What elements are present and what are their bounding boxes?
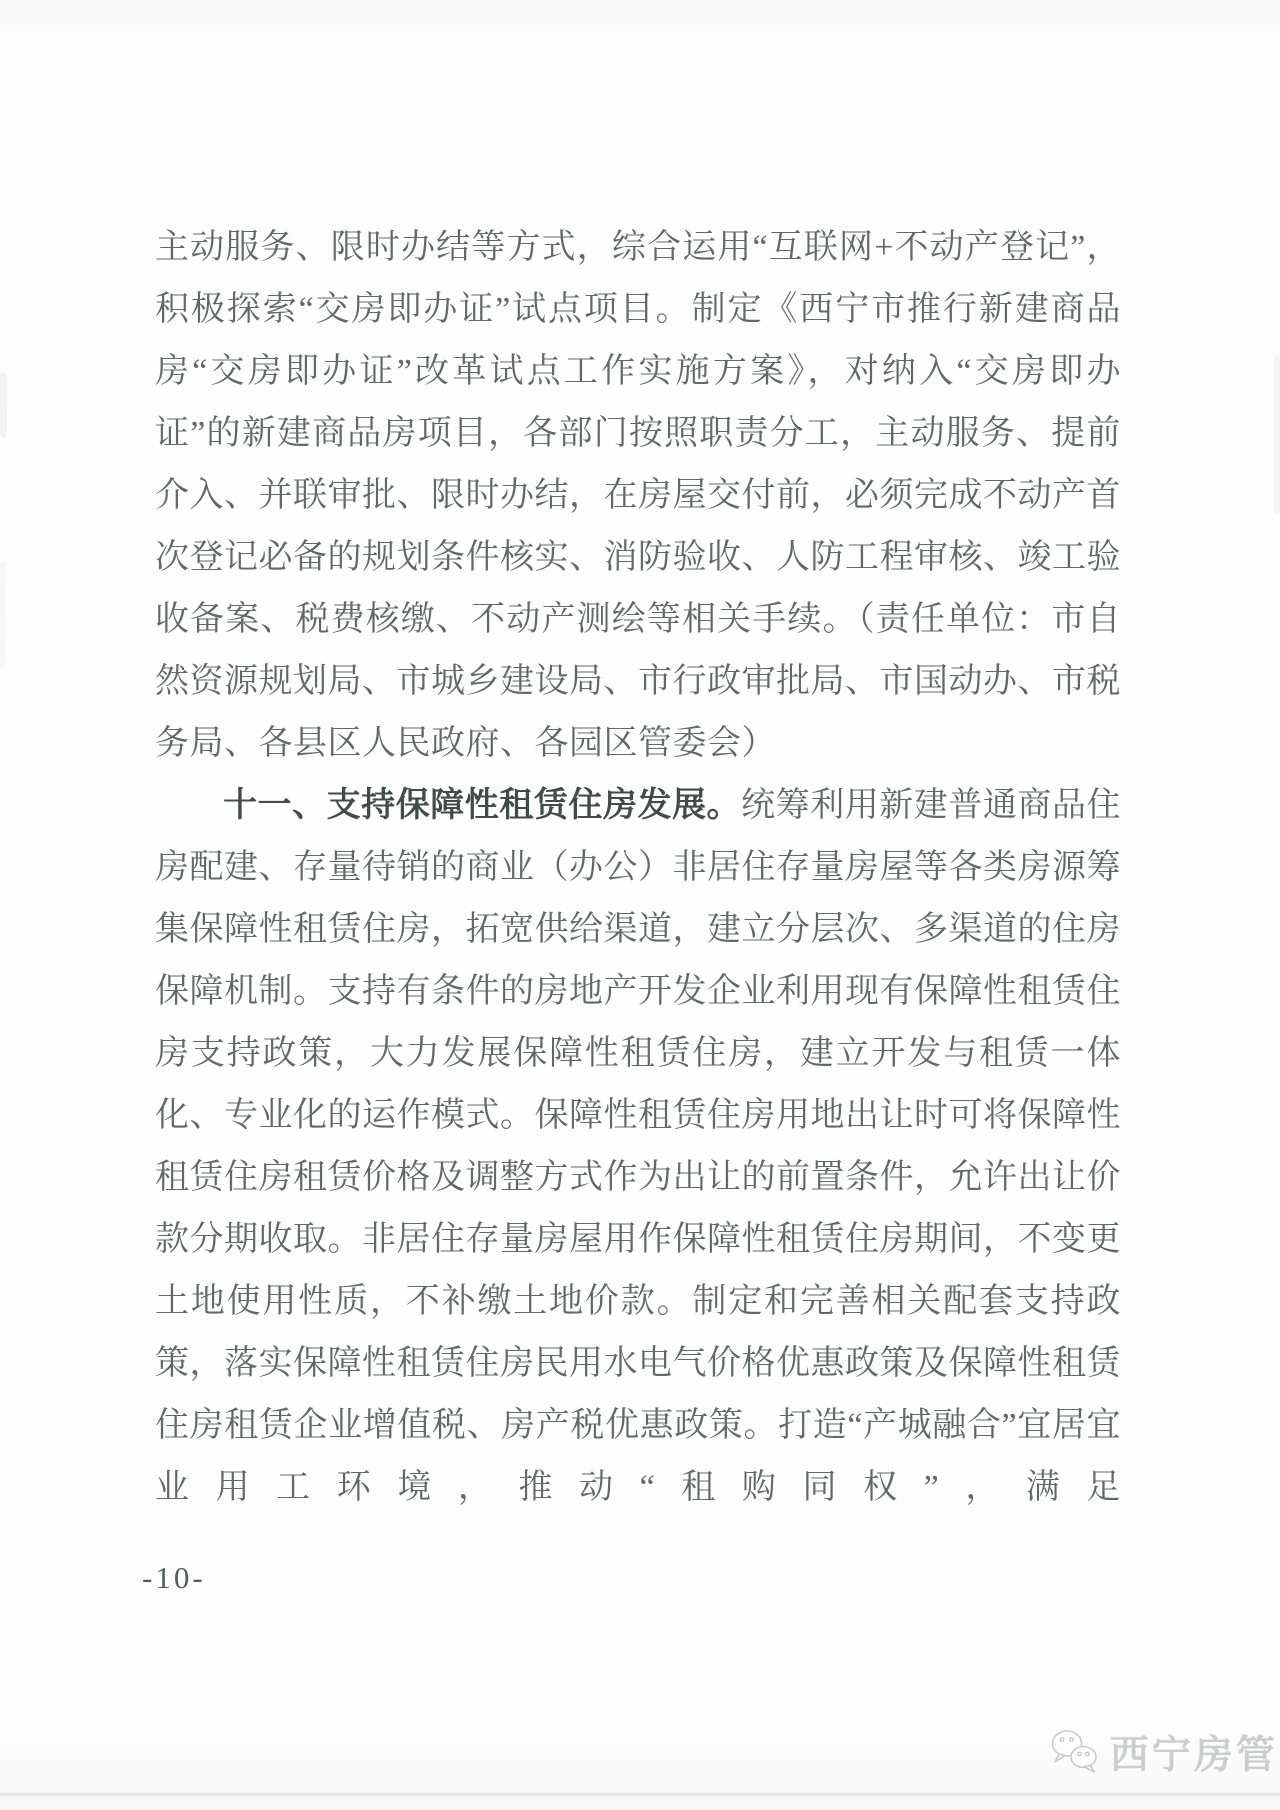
paragraph-item-11 xyxy=(155,775,1121,1519)
wechat-icon xyxy=(1048,1727,1104,1777)
item11-heading: 十一、支持保障性租赁住房发展。 xyxy=(223,787,742,824)
page-number: -10- xyxy=(142,1560,206,1595)
scan-artifact xyxy=(1274,356,1280,514)
scan-artifact xyxy=(0,562,5,670)
scan-artifact xyxy=(0,372,7,438)
brand-name: 西宁房管 xyxy=(1110,1734,1279,1777)
paragraph-continuation: 主动服务、限时办结等方式，综合运用“互联网+不动产登记”，积极探索“交房即办证”试点项目。制定《西宁市推行新建商品房“交房即办证”改革试点工作实施方案》，对纳入“交房即办证”的新建商品房项目，各部门按照职责分工，主动服务、提前介入、并联审批、限时办结，在房屋交付前，必须完成不动产首次登记必备的规划条件核实、消防验收、人防工程审核、竣工验收备案、税费核缴、不动产测绘等相关手续。（责任单位：市自然资源规划局、市城乡建设局、市行政审批局、市国动办、市税务局、各县区人民政府、各园区管委会） xyxy=(155,229,1121,762)
item11-body-text: 统筹利用新建普通商品住房配建、存量待销的商业（办公）非居住存量房屋等各类房源筹集保障性租赁住房，拓宽供给渠道，建立分层次、多渠道的住房保障机制。支持有条件的房地产开发企业利用现有保障性租赁住房支持政策，大力发展保障性租赁住房，建立开发与租赁一体化、专业化的运作模式。保障性租赁住房用地出让时可将保障性租赁住房租赁价格及调整方式作为出让的前置条件，允许出让价款分期收取。非居住存量房屋用作保障性租赁住房期间，不变更土地使用性质，不补缴土地价款。制定和完善相关配套支持政策，落实保障性租赁住房民用水电气价格优惠政策及保障性租赁住房租赁企业增值税、房产税优惠政策。打造“产城融合”宜居宜业用工环境，推动“租购同权”，满足 xyxy=(155,787,1122,1506)
wechat-brand xyxy=(1048,1724,1278,1780)
footer-divider xyxy=(0,1793,1280,1796)
document-body xyxy=(155,217,1121,1519)
